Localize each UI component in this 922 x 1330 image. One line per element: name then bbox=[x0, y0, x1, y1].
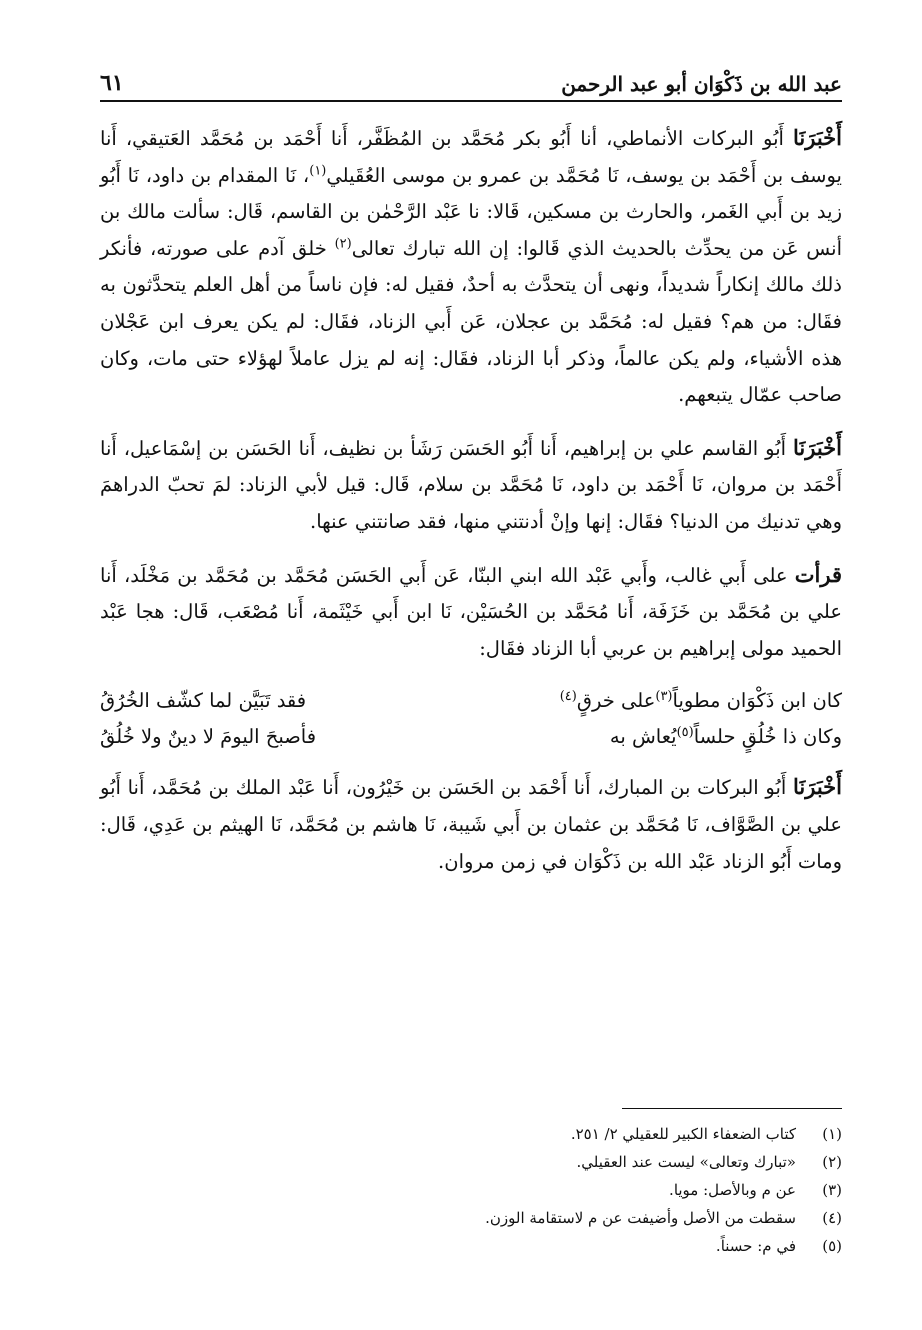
paragraph-text: على أَبي غالب، وأَبي عَبْد الله ابني البنّا، عَن أَبي الحَسَن مُحَمَّد بن مُحَمَّد بن مَخْلَد، أَنا علي بن مُحَمَّد بن خَزَفَة، أَنا مُحَمَّد بن الحُسَيْن، نَا ابن أَبي خَيْثَمة، أَنا مُصْعَب، قَال: هجا عَبْد الحميد مولى إبراهيم بن عربي أبا الزناد فقَال: bbox=[100, 563, 842, 660]
footnote-ref[interactable]: (١) bbox=[309, 163, 327, 179]
paragraph bbox=[100, 769, 842, 880]
footnote-text: سقطت من الأصل وأضيفت عن م لاستقامة الوزن. bbox=[485, 1209, 796, 1227]
paragraph-lead: أَخْبَرَنَا bbox=[793, 125, 842, 150]
footnote bbox=[100, 1232, 842, 1260]
paragraph bbox=[100, 430, 842, 541]
footnote-number: (١) bbox=[822, 1125, 842, 1143]
verse-text: كان ابن ذَكْوَان مطوياً bbox=[672, 689, 842, 713]
verse-text: على خرقٍ bbox=[576, 689, 656, 713]
footnote-ref[interactable]: (٢) bbox=[334, 236, 352, 252]
verse-text: وكان ذا خُلُقٍ حلساً bbox=[693, 725, 842, 749]
paragraph-lead: قرأت bbox=[794, 561, 842, 587]
footnote bbox=[100, 1176, 842, 1204]
paragraph-text: أَبُو البركات الأنماطي، أنا أَبُو بكر مُحَمَّد بن المُظَفَّر، أَنا أَحْمَد بن مُحَمَّد العَتيقي، أَنا يوسف بن أَحْمَد بن يوسف، نَا مُحَمَّد بن عمرو بن موسى العُقَيلي bbox=[100, 127, 842, 187]
footnote bbox=[100, 1204, 842, 1232]
footnote-text: كتاب الضعفاء الكبير للعقيلي ٢/ ٢٥١. bbox=[570, 1125, 796, 1143]
verse-text: يُعاش به bbox=[609, 725, 677, 749]
hemistich-second: فأصبحَ اليومَ لا دينٌ ولا خُلُقُ bbox=[100, 725, 317, 749]
paragraph bbox=[100, 557, 842, 668]
poem bbox=[100, 683, 842, 755]
paragraph bbox=[100, 120, 842, 414]
hemistich-first: كان ابن ذَكْوَان مطوياً(٣)على خرقٍ(٤) bbox=[560, 683, 842, 719]
footnote bbox=[100, 1148, 842, 1176]
footnote bbox=[100, 1120, 842, 1148]
running-header bbox=[100, 52, 842, 102]
paragraph-text: أَبُو القاسم علي بن إبراهيم، أَنا أَبُو الحَسَن رَشَأ بن نظيف، أَنا الحَسَن بن إسْمَاعيل، أَنا أَحْمَد بن مروان، نَا أَحْمَد بن داود، نَا مُحَمَّد بن سلام، قَال: قيل لأبي الزناد: لمَ تحبّ الدراهمَ وهي تدنيك من الدنيا؟ فقَال: إنها وإنْ أدنتني منها، فقد صانتني عنها. bbox=[100, 436, 842, 533]
footnotes bbox=[100, 1120, 842, 1260]
header-title: عبد الله بن ذَكْوَان أبو عبد الرحمن bbox=[561, 72, 842, 96]
footnote-number: (٥) bbox=[822, 1237, 842, 1255]
paragraph-lead: أَخْبَرَنَا bbox=[793, 434, 842, 460]
hemistich-first: وكان ذا خُلُقٍ حلساً(٥)يُعاش به bbox=[610, 719, 842, 755]
hemistich-second: فقد تَبَيَّن لما كشّف الخُرُقُ bbox=[100, 689, 307, 713]
footnote-text: عن م وبالأصل: مويا. bbox=[669, 1181, 796, 1199]
footnote-number: (٤) bbox=[822, 1209, 842, 1227]
footnote-separator bbox=[622, 1108, 842, 1109]
paragraph-text: أَبُو البركات بن المبارك، أَنا أَحْمَد بن الحَسَن بن خَيْرُون، أَنا عَبْد الملك بن مُحَمَّد، أَنا أَبُو علي بن الصَّوَّاف، نَا مُحَمَّد بن عثمان بن أَبي شَيبة، نَا هاشم بن مُحَمَّد، نَا الهيثم بن عَدِي، قَال: ومات أَبُو الزناد عَبْد الله بن ذَكْوَان في زمن مروان. bbox=[100, 776, 842, 873]
footnote-text: «تبارك وتعالى» ليست عند العقيلي. bbox=[576, 1153, 796, 1171]
paragraph-lead: أَخْبَرَنَا bbox=[793, 774, 842, 800]
verse-line bbox=[100, 683, 842, 719]
footnote-number: (٢) bbox=[822, 1153, 842, 1171]
verse-line bbox=[100, 719, 842, 755]
main-text bbox=[100, 120, 842, 896]
paragraph-text: ، نَا المقدام بن داود، نَا أَبُو زيد بن أَبي الغَمر، والحارث بن مسكين، قَالا: نا عَبْد الرَّحْمٰن بن القاسم، قَال: سألت مالك بن أنس عَن من يحدِّث بالحديث الذي قَالوا: إن الله تبارك تعالى bbox=[100, 163, 842, 260]
page-number: ٦١ bbox=[100, 70, 124, 96]
footnote-text: في م: حسناً. bbox=[715, 1237, 796, 1255]
paragraph-text: خلق آدم على صورته، فأنكر ذلك مالك إنكاراً شديداً، ونهى أن يتحدَّث به أحدٌ، فقيل له: فإن ناساً من أهل العلم يتحدَّثون به فقَال: من هم؟ فقيل له: مُحَمَّد بن عجلان، عَن أَبي الزناد، فقَال: لم يكن يعرف ابن عَجْلان هذه الأشياء، ولم يكن عالماً، وذكر أبا الزناد، فقَال: إنه لم يزل عاملاً لهؤلاء حتى مات، وكان صاحب عمّال يتبعهم. bbox=[100, 236, 842, 407]
footnote-number: (٣) bbox=[822, 1181, 842, 1199]
